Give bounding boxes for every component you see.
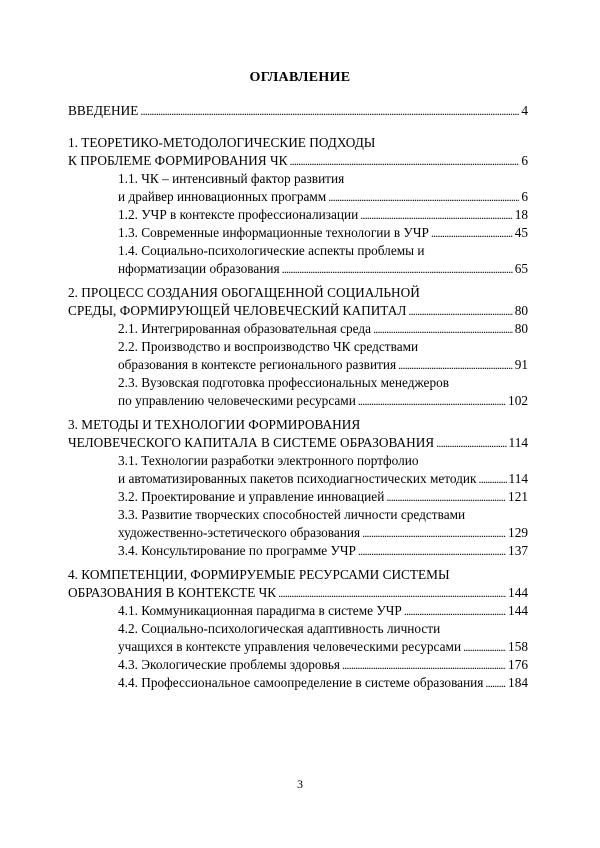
toc-entry-text: и автоматизированных пакетов психодиагностических методик xyxy=(118,471,477,486)
chapter-heading: 3. МЕТОДЫ И ТЕХНОЛОГИИ ФОРМИРОВАНИЯ xyxy=(68,417,361,432)
dot-leader xyxy=(386,488,506,506)
toc-entry-text: по управлению человеческими ресурсами xyxy=(118,393,356,408)
dot-leader xyxy=(463,638,506,656)
toc-entry-section xyxy=(118,392,528,410)
toc-entry-page: 45 xyxy=(514,225,528,240)
chapter-heading: 4. КОМПЕТЕНЦИИ, ФОРМИРУЕМЫЕ РЕСУРСАМИ СИСТЕМЫ xyxy=(68,567,450,582)
toc-entry-text: 1.3. Современные информационные технологии в УЧР xyxy=(118,225,429,240)
chapter-heading-last-line xyxy=(68,584,528,602)
toc-entry-page: 80 xyxy=(514,303,528,318)
dot-leader xyxy=(408,302,512,320)
dot-leader xyxy=(373,320,513,338)
dot-leader xyxy=(398,356,513,374)
toc-entry-text: 3.2. Проектирование и управление инновацией xyxy=(118,489,385,504)
chapter-heading-last-line xyxy=(68,302,528,320)
chapter-heading: 2. ПРОЦЕСС СОЗДАНИЯ ОБОГАЩЕННОЙ СОЦИАЛЬНОЙ xyxy=(68,285,420,300)
toc-entry-section xyxy=(118,320,528,338)
dot-leader xyxy=(282,260,513,278)
dot-leader xyxy=(485,674,506,692)
toc-entry-section xyxy=(118,356,528,374)
toc-entry-page: 121 xyxy=(508,489,528,504)
toc-entry-text: ЧЕЛОВЕЧЕСКОГО КАПИТАЛА В СИСТЕМЕ ОБРАЗОВАНИЯ xyxy=(68,435,435,450)
toc-entry-text: 2.1. Интегрированная образовательная среда xyxy=(118,321,372,336)
toc-entry-section xyxy=(118,224,528,242)
toc-entry-section xyxy=(118,674,528,692)
toc-entry-page: 176 xyxy=(508,657,528,672)
dot-leader xyxy=(362,524,506,542)
toc-title: ОГЛАВЛЕНИЕ xyxy=(249,70,351,85)
toc-entry-text: 4.1. Коммуникационная парадигма в системе УЧР xyxy=(118,603,402,618)
toc-entry-section xyxy=(118,542,528,560)
section-line: 3.1. Технологии разработки электронного портфолио xyxy=(118,453,419,468)
section-line: 1.1. ЧК – интенсивный фактор развития xyxy=(118,171,345,186)
section-line: 4.2. Социально-психологическая адаптивность личности xyxy=(118,621,441,636)
toc-entry-text: ОБРАЗОВАНИЯ В КОНТЕКСТЕ ЧК xyxy=(68,585,277,600)
toc-entry-text: К ПРОБЛЕМЕ ФОРМИРОВАНИЯ ЧК xyxy=(68,153,288,168)
dot-leader xyxy=(358,542,506,560)
dot-leader xyxy=(404,602,506,620)
toc-entry-text: 4.3. Экологические проблемы здоровья xyxy=(118,657,341,672)
toc-entry-section xyxy=(118,656,528,674)
toc-entry-text: учащихся в контексте управления человеческими ресурсами xyxy=(118,639,462,654)
toc-entry-section xyxy=(118,206,528,224)
dot-leader xyxy=(479,470,507,488)
toc-entry-intro xyxy=(68,102,528,120)
dot-leader xyxy=(342,656,506,674)
toc-entry-section xyxy=(118,524,528,542)
toc-entry-section xyxy=(118,188,528,206)
chapter-heading-last-line xyxy=(68,434,528,452)
section-line: 1.4. Социально-психологические аспекты проблемы и xyxy=(118,243,425,258)
dot-leader xyxy=(360,206,513,224)
toc-entry-section xyxy=(118,470,528,488)
toc-entry-page: 4 xyxy=(521,103,528,118)
toc-entry-page: 6 xyxy=(521,189,528,204)
toc-entry-page: 6 xyxy=(521,153,528,168)
toc-entry-section xyxy=(118,488,528,506)
chapter-heading: 1. ТЕОРЕТИКО-МЕТОДОЛОГИЧЕСКИЕ ПОДХОДЫ xyxy=(68,135,376,150)
toc-entry-text: нформатизации образования xyxy=(118,261,280,276)
toc-entry-text: и драйвер инновационных программ xyxy=(118,189,327,204)
toc-entry-page: 158 xyxy=(508,639,528,654)
toc-entry-text: 1.2. УЧР в контексте профессионализации xyxy=(118,207,359,222)
dot-leader xyxy=(358,392,506,410)
toc-entry-page: 18 xyxy=(514,207,528,222)
section-line: 2.3. Вузовская подготовка профессиональных менеджеров xyxy=(118,375,450,390)
toc-entry-text: образования в контексте регионального развития xyxy=(118,357,397,372)
toc-entry-section xyxy=(118,602,528,620)
toc-entry-section xyxy=(118,260,528,278)
toc-entry-page: 137 xyxy=(508,543,528,558)
toc-entry-page: 65 xyxy=(514,261,528,276)
toc-entry-page: 144 xyxy=(508,585,528,600)
dot-leader xyxy=(140,102,519,120)
dot-leader xyxy=(289,152,519,170)
toc-entry-text: 4.4. Профессиональное самоопределение в системе образования xyxy=(118,675,484,690)
toc-entry-page: 144 xyxy=(508,603,528,618)
dot-leader xyxy=(436,434,506,452)
dot-leader xyxy=(431,224,513,242)
toc-entry-page: 114 xyxy=(508,435,528,450)
toc-entry-text: художественно-эстетического образования xyxy=(118,525,361,540)
toc-entry-text: ВВЕДЕНИЕ xyxy=(68,103,139,118)
toc-entry-text: 3.4. Консультирование по программе УЧР xyxy=(118,543,356,558)
section-line: 2.2. Производство и воспроизводство ЧК средствами xyxy=(118,339,419,354)
toc-entry-section xyxy=(118,638,528,656)
page-number: 3 xyxy=(297,777,303,791)
toc-entry-page: 114 xyxy=(508,471,528,486)
toc-entry-text: СРЕДЫ, ФОРМИРУЮЩЕЙ ЧЕЛОВЕЧЕСКИЙ КАПИТАЛ xyxy=(68,303,407,318)
toc-entry-page: 129 xyxy=(508,525,528,540)
dot-leader xyxy=(278,584,506,602)
toc-entry-page: 102 xyxy=(508,393,528,408)
toc-entry-page: 184 xyxy=(508,675,528,690)
section-line: 3.3. Развитие творческих способностей личности средствами xyxy=(118,507,466,522)
chapter-heading-last-line xyxy=(68,152,528,170)
toc-entry-page: 80 xyxy=(514,321,528,336)
dot-leader xyxy=(328,188,519,206)
toc-entry-page: 91 xyxy=(514,357,528,372)
